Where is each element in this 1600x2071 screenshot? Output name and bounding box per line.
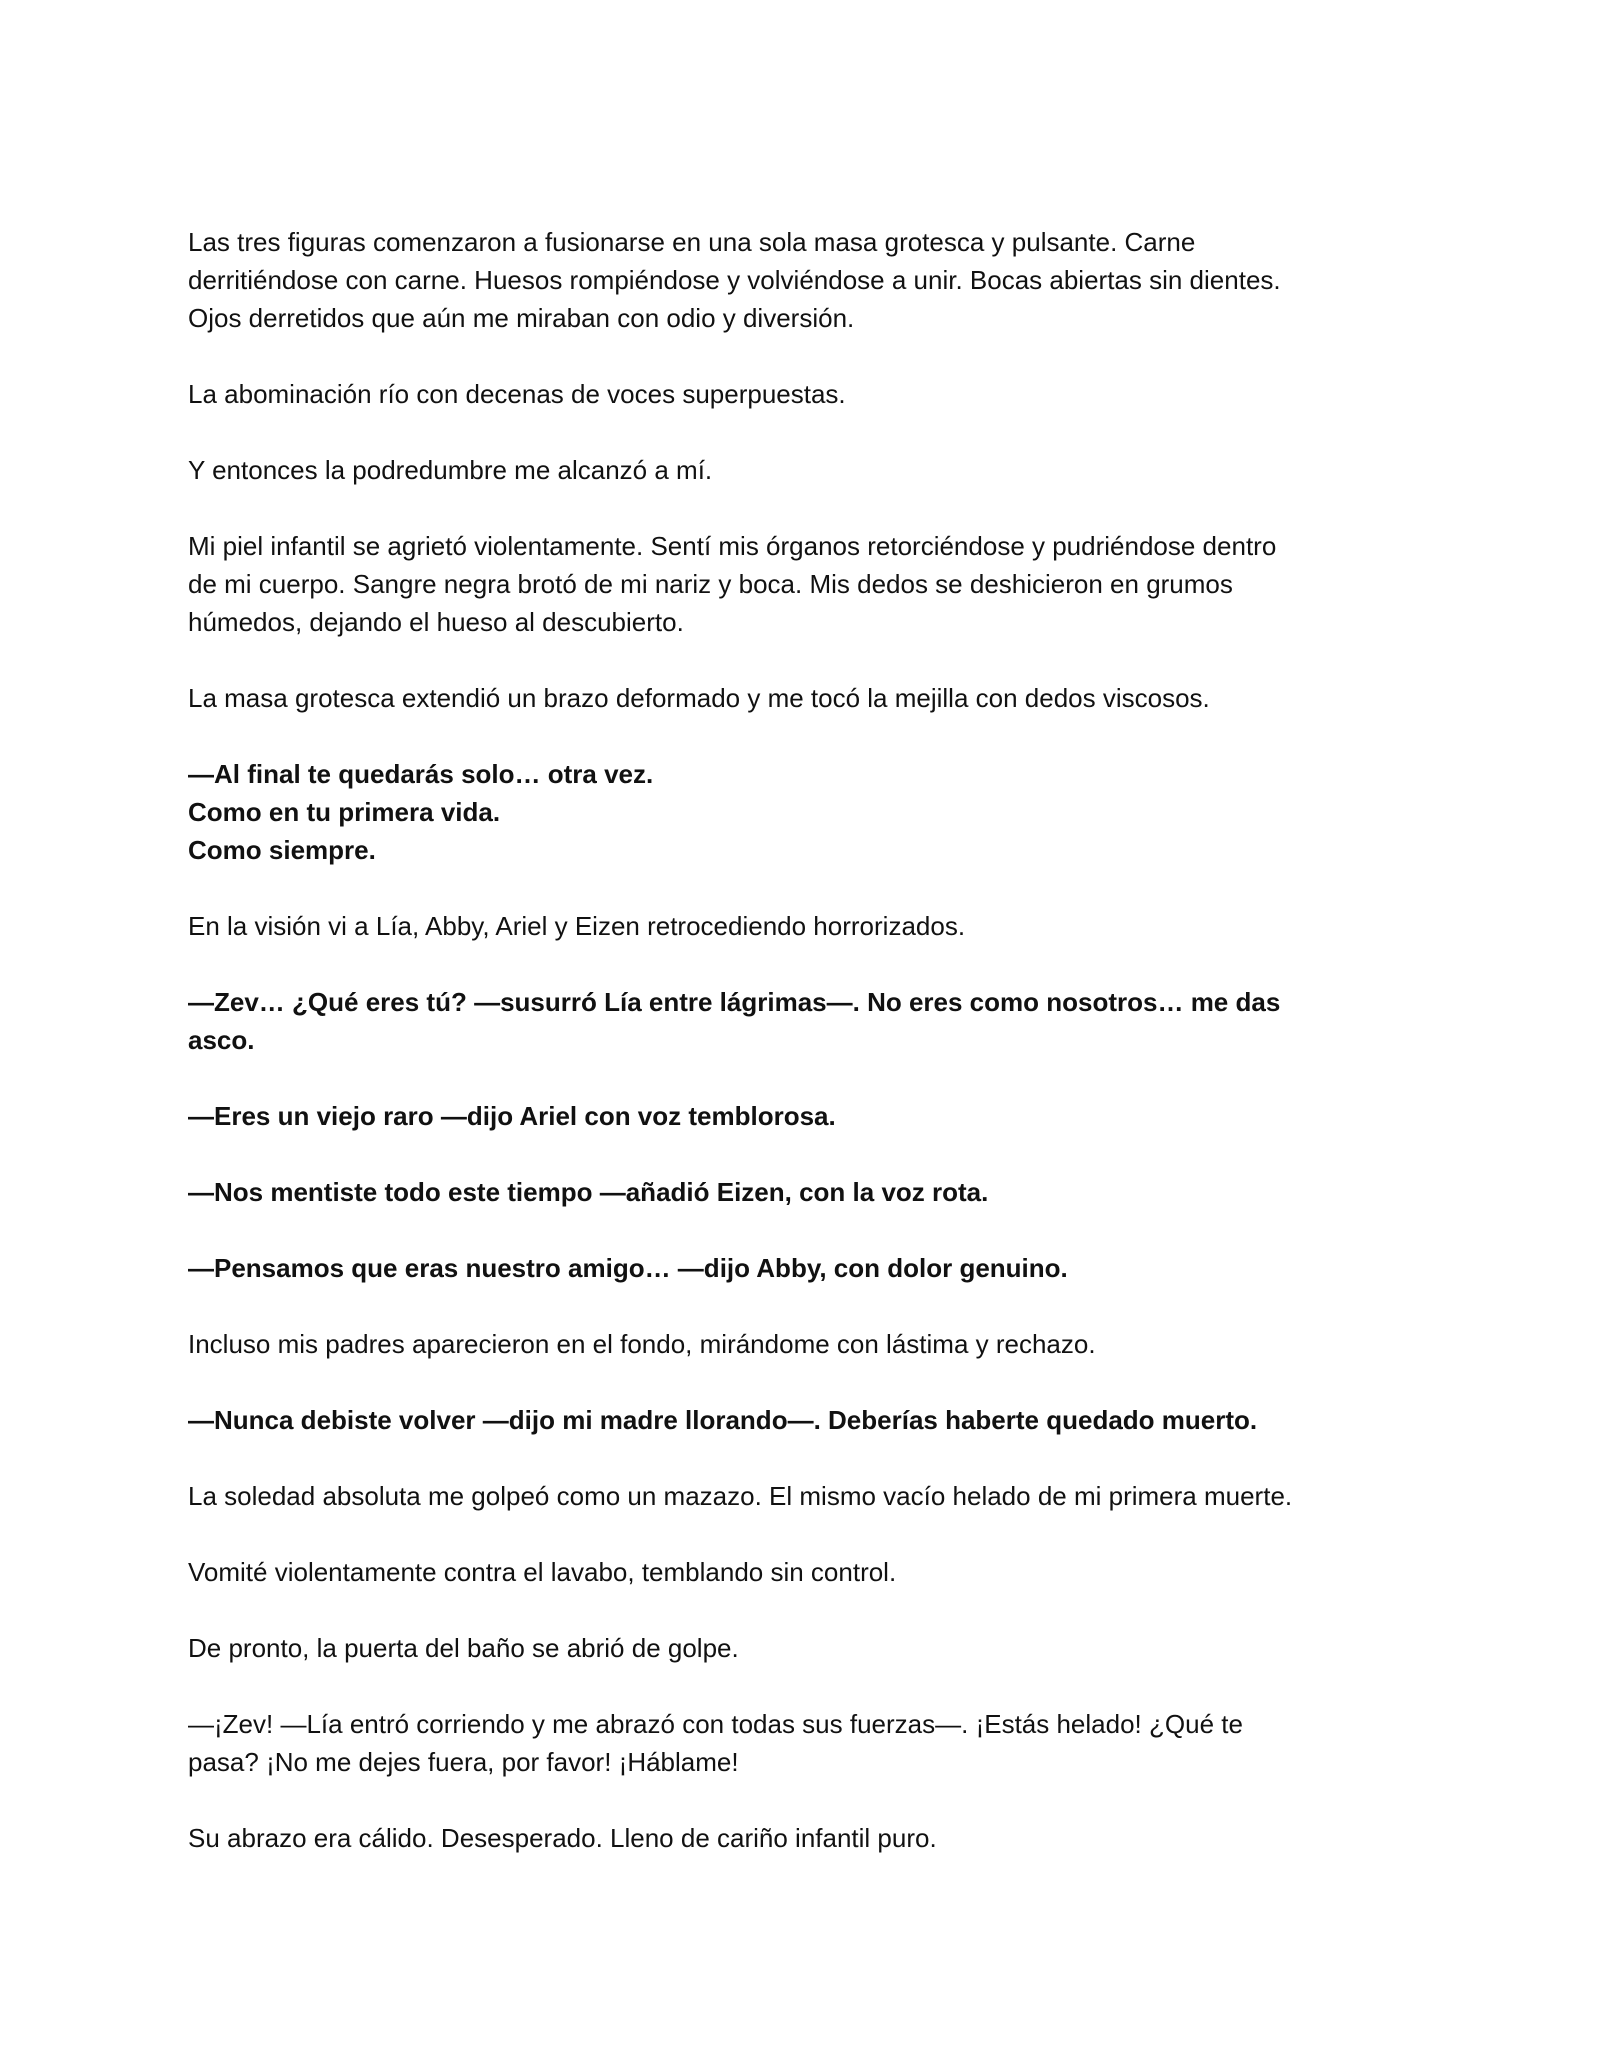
- text-line: Incluso mis padres aparecieron en el fondo, mirándome con lástima y rechazo.: [188, 1329, 1096, 1359]
- paragraph: [188, 679, 1428, 717]
- paragraph: [188, 527, 1428, 641]
- text-line: pasa? ¡No me dejes fuera, por favor! ¡Háblame!: [188, 1747, 739, 1777]
- paragraph: [188, 451, 1428, 489]
- text-line: En la visión vi a Lía, Abby, Ariel y Eizen retrocediendo horrorizados.: [188, 911, 966, 941]
- text-line: La masa grotesca extendió un brazo deformado y me tocó la mejilla con dedos viscosos.: [188, 683, 1210, 713]
- paragraph: [188, 1629, 1428, 1667]
- dialogue-paragraph: [188, 755, 1428, 869]
- dialogue-paragraph: [188, 1401, 1428, 1439]
- paragraph: [188, 1819, 1428, 1857]
- text-line: —Eres un viejo raro —dijo Ariel con voz temblorosa.: [188, 1101, 836, 1131]
- text-line: Las tres figuras comenzaron a fusionarse en una sola masa grotesca y pulsante. Carne: [188, 227, 1196, 257]
- text-line: asco.: [188, 1025, 255, 1055]
- text-line: Como en tu primera vida.: [188, 797, 501, 827]
- text-line: Como siempre.: [188, 835, 376, 865]
- text-line: La soledad absoluta me golpeó como un mazazo. El mismo vacío helado de mi primera muerte.: [188, 1481, 1293, 1511]
- text-line: derritiéndose con carne. Huesos rompiéndose y volviéndose a unir. Bocas abiertas sin dientes.: [188, 265, 1281, 295]
- text-line: De pronto, la puerta del baño se abrió de golpe.: [188, 1633, 739, 1663]
- dialogue-paragraph: [188, 983, 1428, 1059]
- text-line: —Nunca debiste volver —dijo mi madre llorando—. Deberías haberte quedado muerto.: [188, 1405, 1258, 1435]
- text-line: Mi piel infantil se agrietó violentamente. Sentí mis órganos retorciéndose y pudriéndose dentro: [188, 531, 1277, 561]
- dialogue-paragraph: [188, 1173, 1428, 1211]
- text-line: Su abrazo era cálido. Desesperado. Lleno de cariño infantil puro.: [188, 1823, 937, 1853]
- document-page: [188, 223, 1428, 1895]
- text-line: —¡Zev! —Lía entró corriendo y me abrazó con todas sus fuerzas—. ¡Estás helado! ¿Qué te: [188, 1709, 1243, 1739]
- paragraph: [188, 1325, 1428, 1363]
- paragraph: [188, 1553, 1428, 1591]
- text-line: —Zev… ¿Qué eres tú? —susurró Lía entre lágrimas—. No eres como nosotros… me das: [188, 987, 1281, 1017]
- text-line: Ojos derretidos que aún me miraban con odio y diversión.: [188, 303, 855, 333]
- text-line: húmedos, dejando el hueso al descubierto.: [188, 607, 684, 637]
- paragraph: [188, 907, 1428, 945]
- text-line: —Nos mentiste todo este tiempo —añadió Eizen, con la voz rota.: [188, 1177, 989, 1207]
- dialogue-paragraph: [188, 1097, 1428, 1135]
- dialogue-paragraph: [188, 1249, 1428, 1287]
- paragraph: [188, 1705, 1428, 1781]
- paragraph: [188, 375, 1428, 413]
- paragraph: [188, 1477, 1428, 1515]
- text-line: —Al final te quedarás solo… otra vez.: [188, 759, 654, 789]
- text-line: Vomité violentamente contra el lavabo, temblando sin control.: [188, 1557, 897, 1587]
- paragraph: [188, 223, 1428, 337]
- text-line: La abominación río con decenas de voces superpuestas.: [188, 379, 846, 409]
- text-line: —Pensamos que eras nuestro amigo… —dijo Abby, con dolor genuino.: [188, 1253, 1068, 1283]
- text-line: de mi cuerpo. Sangre negra brotó de mi nariz y boca. Mis dedos se deshicieron en grumos: [188, 569, 1233, 599]
- text-line: Y entonces la podredumbre me alcanzó a mí.: [188, 455, 713, 485]
